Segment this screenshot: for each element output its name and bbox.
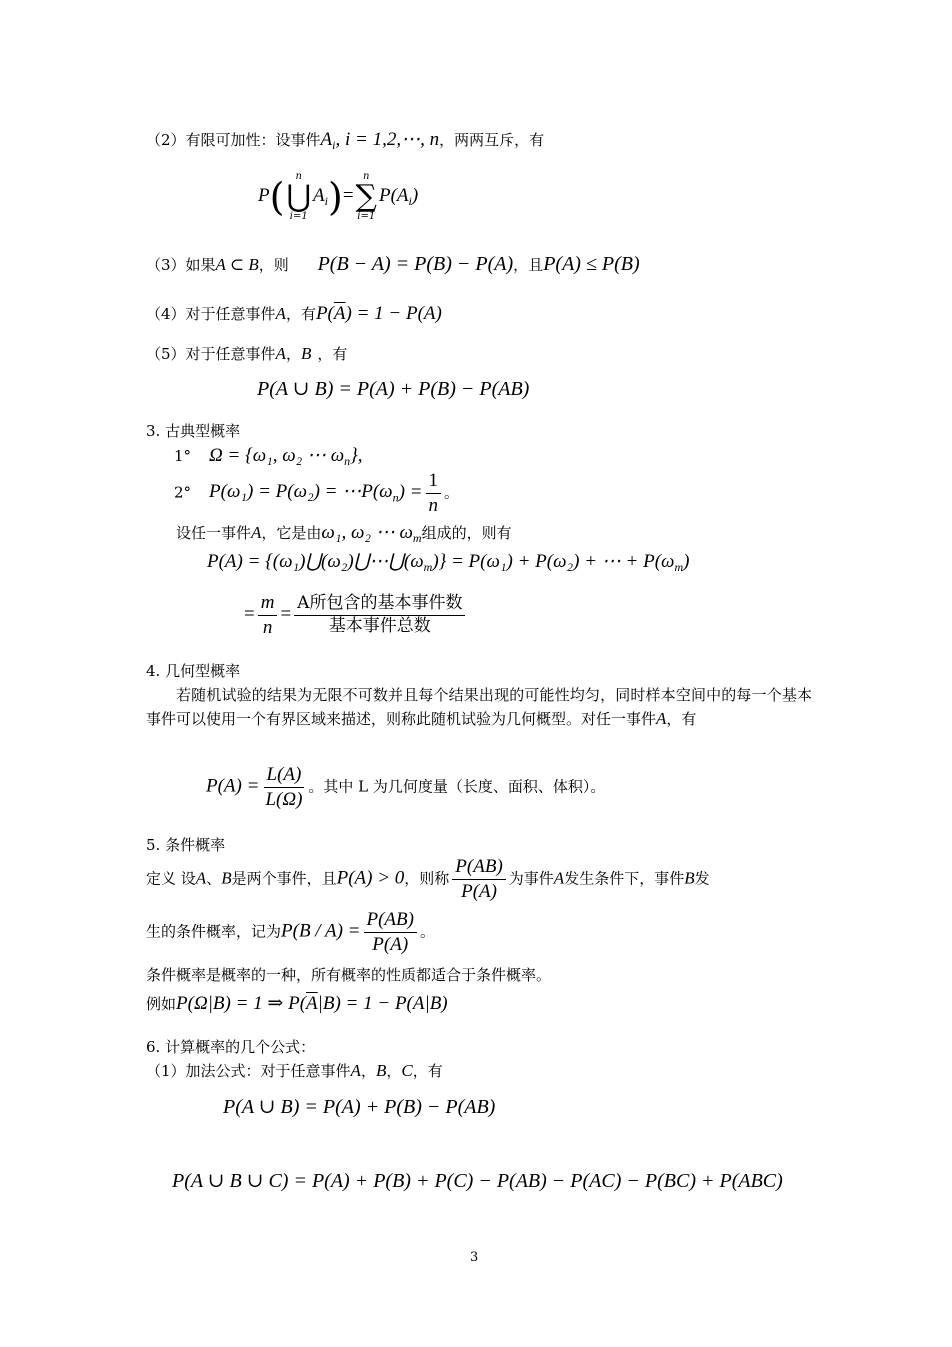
s4-para-b: ，有 bbox=[666, 710, 697, 728]
big-sum bbox=[356, 172, 377, 222]
s3-l5-eq1: = bbox=[244, 603, 255, 625]
s3-l3-seq: ω₁, ω₂ ⋯ ω bbox=[321, 522, 413, 543]
s3-l4-sub: m bbox=[423, 560, 433, 574]
s5-l1-a: 定义 设 bbox=[146, 869, 196, 888]
item-4-label: （4）对于任意事件 bbox=[146, 305, 276, 323]
right-paren: ) bbox=[328, 175, 343, 219]
s5-l2-end: 。 bbox=[419, 922, 435, 941]
item-2-sub: i bbox=[332, 138, 336, 152]
s5-l2-frac bbox=[364, 909, 417, 956]
s3-line3 bbox=[176, 521, 512, 546]
s3-l5-frac2-den: 基本事件总数 bbox=[328, 615, 431, 636]
s3-l3-sym: A bbox=[251, 523, 262, 542]
s3-l4-formula: P(A) = {(ω₁)⋃(ω₂)⋃⋯⋃(ω bbox=[207, 551, 424, 572]
s3-l2-mid: ) = bbox=[398, 481, 423, 503]
section-5-title: 5. 条件概率 bbox=[146, 836, 226, 854]
sum-symbol: ∑ bbox=[355, 179, 377, 214]
item-2-line bbox=[146, 128, 544, 153]
s3-l4-sub2: m bbox=[674, 560, 684, 574]
s5-l1-cond: P(A) > 0 bbox=[336, 867, 405, 889]
formula-rhs-sub: i bbox=[408, 194, 412, 208]
item-2-tail: ，两两互斥，有 bbox=[439, 131, 545, 149]
item-2-label: （2）有限可加性：设事件 bbox=[146, 131, 321, 149]
s4-f-num: L(A) bbox=[264, 764, 305, 788]
s4-f-den: L(Ω) bbox=[265, 788, 303, 810]
s6-formula-1: P(A ∪ B) = P(A) + P(B) − P(AB) bbox=[223, 1096, 496, 1118]
s4-formula bbox=[206, 764, 605, 811]
item-2-formula bbox=[258, 172, 418, 222]
s3-l2-end: 。 bbox=[444, 483, 460, 502]
formula-A-sub: i bbox=[324, 194, 328, 208]
s5-line4 bbox=[146, 992, 448, 1015]
item-5-a: A bbox=[275, 344, 286, 363]
s3-l4-end: )} = P(ω₁) + P(ω₂) + ⋯ + P(ω bbox=[432, 551, 675, 572]
s4-f-lhs: P(A) = bbox=[206, 775, 260, 797]
s3-l2-frac-den: n bbox=[428, 494, 439, 516]
cup-top: n bbox=[295, 171, 302, 182]
left-paren: ( bbox=[269, 175, 285, 219]
item-3-line bbox=[146, 253, 640, 276]
s5-l1-g: 发 bbox=[694, 869, 710, 888]
s3-l2-sub: n bbox=[392, 490, 399, 505]
item-4-mid: ，有 bbox=[285, 305, 316, 323]
item-5-tail: ，有 bbox=[317, 345, 348, 363]
s6-line1 bbox=[146, 1060, 443, 1081]
s5-l2-lhs: P(B / A) = bbox=[281, 920, 361, 942]
s5-line2 bbox=[146, 909, 435, 956]
item-3-cond: A ⊂ B bbox=[215, 255, 259, 274]
s6-l1-B: B bbox=[375, 1061, 387, 1080]
s5-l2-a: 生的条件概率，记为 bbox=[146, 922, 282, 941]
sum-top: n bbox=[363, 171, 370, 182]
s5-l1-A2: A bbox=[553, 868, 565, 888]
s5-line3: 条件概率是概率的一种，所有概率的性质都适合于条件概率。 bbox=[146, 966, 552, 984]
item-3-formula: P(B − A) = P(B) − P(A) bbox=[317, 253, 514, 275]
item-4-formula-b: ) = 1 − P(A) bbox=[345, 303, 442, 324]
s5-l4-a: 例如 bbox=[146, 995, 177, 1013]
s3-line4 bbox=[207, 550, 689, 575]
s3-l2-frac-num: 1 bbox=[426, 470, 442, 494]
formula-rhs: P(A bbox=[378, 185, 409, 206]
s6-l1-c2: ， bbox=[386, 1062, 402, 1080]
item-2-seq: , i = 1,2,⋯, n bbox=[335, 129, 440, 150]
s3-l2-frac bbox=[426, 470, 442, 517]
s3-l2-num: 2° bbox=[174, 483, 192, 502]
item-3-and: ，且 bbox=[513, 256, 544, 274]
s3-l3-c: 组成的，则有 bbox=[421, 524, 512, 542]
page-number: 3 bbox=[470, 1250, 479, 1265]
s3-l5-frac2-num: A所包含的基本事件数 bbox=[294, 594, 465, 616]
s3-line1 bbox=[174, 444, 363, 469]
s4-para-sym: A bbox=[656, 709, 667, 728]
s3-l5-eq2: = bbox=[280, 603, 292, 625]
s4-paragraph bbox=[146, 683, 812, 731]
item-3-ineq: P(A) ≤ P(B) bbox=[543, 253, 640, 275]
big-union bbox=[286, 172, 311, 222]
s4-f-text: 。其中 L 为几何度量（长度、面积、体积）。 bbox=[308, 777, 606, 796]
s3-l1-num: 1° bbox=[174, 447, 192, 465]
item-4-bar-A: $\overline{A}$ bbox=[333, 303, 346, 324]
s4-para-a: 若随机试验的结果为无限不可数并且每个结果出现的可能性均匀，同时样本空间中的每一个基本事件可以使用一个有界区域来描述，则称此随机试验为几何概型。对任一事件 bbox=[146, 686, 812, 728]
item-3-mid: ，则 bbox=[258, 256, 289, 274]
s3-l5-frac1 bbox=[258, 592, 278, 639]
s5-l4-f2: |B) = 1 − P(A|B) bbox=[317, 993, 448, 1014]
sum-bottom: i=1 bbox=[357, 211, 376, 222]
item-4-sym: A bbox=[275, 304, 286, 323]
s3-l3-b: ，它是由 bbox=[261, 524, 322, 542]
s3-l3-sub: m bbox=[412, 531, 422, 545]
s5-l1-B2: B bbox=[684, 868, 695, 888]
formula-A: A bbox=[313, 185, 325, 206]
cup-bottom: i=1 bbox=[289, 211, 308, 222]
s5-l1-A: A bbox=[195, 868, 207, 888]
s6-formula-2: P(A ∪ B ∪ C) = P(A) + P(B) + P(C) − P(AB) − P(AC) − P(BC) + P(ABC) bbox=[172, 1170, 783, 1192]
formula-P: P bbox=[258, 185, 270, 206]
s5-l4-f1: P(Ω|B) = 1 ⇒ P( bbox=[176, 993, 307, 1014]
s5-l1-b: 、 bbox=[206, 869, 222, 888]
item-2-sym: A bbox=[320, 129, 333, 150]
s5-l1-f: 发生条件下，事件 bbox=[564, 869, 685, 888]
section-6-title: 6. 计算概率的几个公式： bbox=[146, 1038, 316, 1056]
s3-line2 bbox=[174, 470, 459, 517]
formula-eq: = bbox=[342, 185, 354, 206]
s3-l1-end: }, bbox=[350, 445, 363, 466]
s5-line1 bbox=[146, 856, 710, 903]
item-5-formula: P(A ∪ B) = P(A) + P(B) − P(AB) bbox=[257, 378, 530, 400]
item-4-line bbox=[146, 303, 442, 325]
s3-line5 bbox=[244, 592, 468, 639]
s5-l2-den: P(A) bbox=[372, 933, 409, 955]
s6-l1-b: ，有 bbox=[412, 1062, 443, 1080]
s5-l1-frac bbox=[452, 856, 505, 903]
item-5-comma: ， bbox=[285, 345, 301, 363]
item-5-b: B bbox=[300, 344, 312, 363]
s5-l1-B: B bbox=[221, 868, 232, 888]
formula-rhs-end: ) bbox=[411, 185, 419, 206]
section-3-title: 3. 古典型概率 bbox=[146, 422, 241, 440]
s4-frac bbox=[262, 764, 305, 811]
s6-l1-c1: ， bbox=[360, 1062, 376, 1080]
s5-l1-c: 是两个事件，且 bbox=[231, 869, 337, 888]
s5-l2-num: P(AB) bbox=[364, 909, 417, 933]
s6-l1-a: （1）加法公式：对于任意事件 bbox=[146, 1062, 351, 1080]
s3-l1-formula: Ω = {ω₁, ω₂ ⋯ ω bbox=[209, 445, 345, 466]
s3-l5-num: m bbox=[258, 592, 278, 616]
s5-l1-d: ，则称 bbox=[404, 869, 450, 888]
s3-l5-den: n bbox=[262, 616, 273, 638]
s3-l1-sub: n bbox=[344, 454, 351, 468]
union-symbol: ⋃ bbox=[286, 179, 312, 214]
item-4-formula-a: P( bbox=[315, 303, 334, 324]
s5-l4-bar-A: $\overline{A}$ bbox=[306, 993, 318, 1014]
item-5-label: （5）对于任意事件 bbox=[146, 345, 276, 363]
s5-l1-e: 为事件 bbox=[508, 869, 554, 888]
s6-l1-A: A bbox=[350, 1061, 361, 1080]
s3-l4-close: ) bbox=[683, 551, 690, 572]
item-3-label: （3）如果 bbox=[146, 256, 216, 274]
item-5-line bbox=[146, 343, 347, 364]
s6-l1-C: C bbox=[401, 1061, 413, 1080]
s3-l2-formula: P(ω₁) = P(ω₂) = ⋯P(ω bbox=[209, 481, 393, 503]
s3-l3-a: 设任一事件 bbox=[176, 524, 252, 542]
s5-l1-num: P(AB) bbox=[452, 856, 505, 880]
s5-l1-den: P(A) bbox=[461, 880, 497, 902]
section-4-title: 4. 几何型概率 bbox=[146, 662, 241, 680]
s3-l5-frac2 bbox=[294, 594, 465, 636]
